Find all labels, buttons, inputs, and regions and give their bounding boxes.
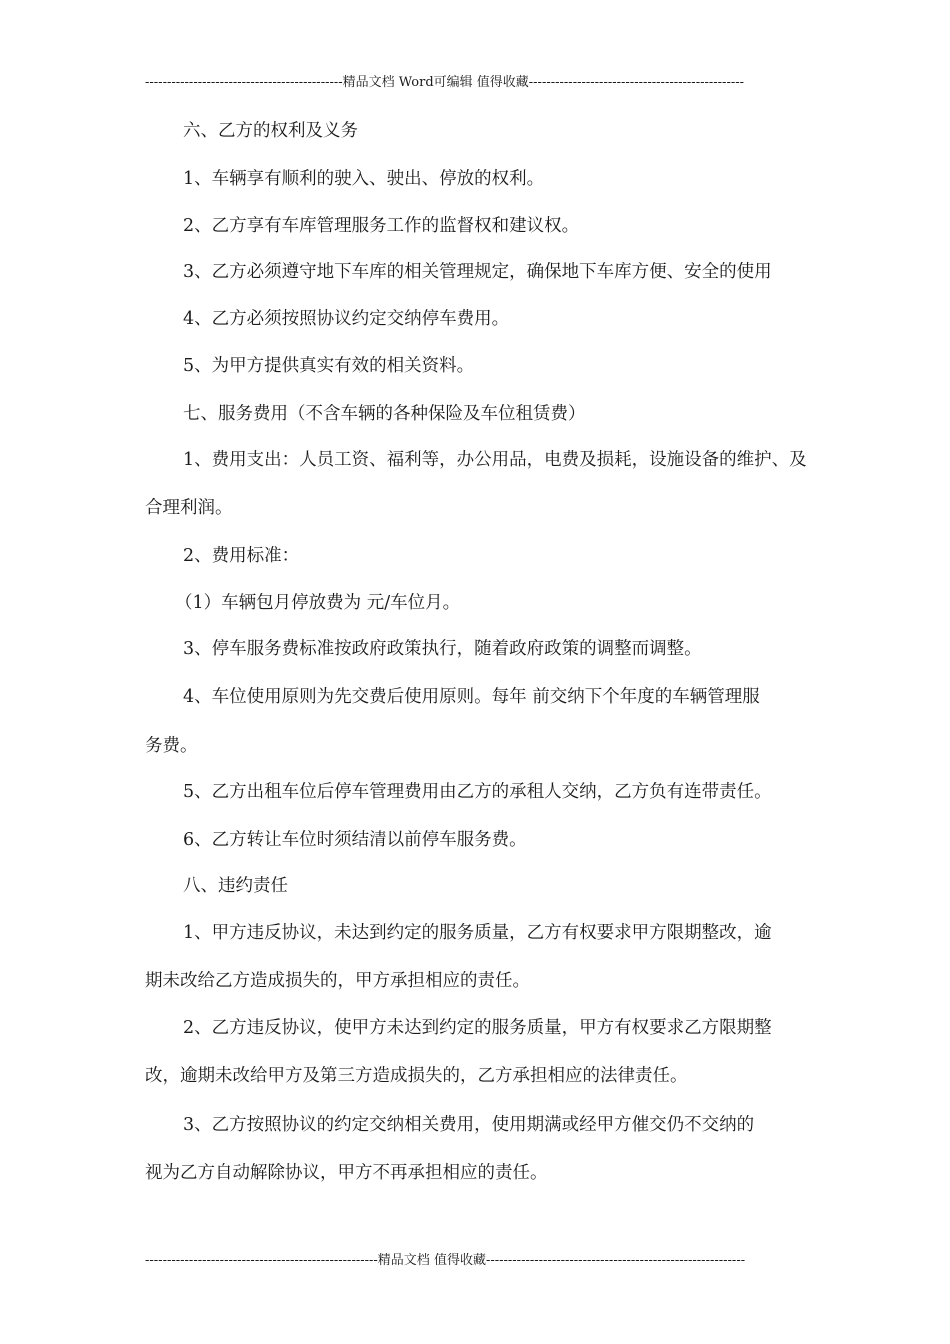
paragraph-line: （1）车辆包月停放费为 元/车位月。 [175, 593, 461, 613]
paragraph-line: 2、乙方违反协议，使甲方未达到约定的服务质量，甲方有权要求乙方限期整 [183, 1018, 772, 1038]
paragraph-line: 5、为甲方提供真实有效的相关资料。 [183, 356, 475, 376]
section-heading-8: 八、违约责任 [183, 876, 288, 896]
section-heading-6: 六、乙方的权利及义务 [183, 121, 358, 141]
paragraph-line: 改，逾期未改给甲方及第三方造成损失的，乙方承担相应的法律责任。 [145, 1066, 688, 1086]
paragraph-line: 6、乙方转让车位时须结清以前停车服务费。 [183, 830, 527, 850]
paragraph-line: 3、停车服务费标准按政府政策执行，随着政府政策的调整而调整。 [183, 639, 702, 659]
paragraph-line: 3、乙方按照协议的约定交纳相关费用，使用期满或经甲方催交仍不交纳的 [183, 1115, 755, 1135]
section-heading-7: 七、服务费用（不含车辆的各种保险及车位租赁费） [183, 404, 586, 424]
paragraph-line: 4、乙方必须按照协议约定交纳停车费用。 [183, 309, 510, 329]
paragraph-line: 4、车位使用原则为先交费后使用原则。每年 前交纳下个年度的车辆管理服 [183, 687, 760, 707]
page-header: ---------------------------------------------精品文档 Word可编辑 值得收藏------------------------------------------------- [145, 75, 745, 90]
paragraph-line: 3、乙方必须遵守地下车库的相关管理规定，确保地下车库方便、安全的使用 [183, 262, 772, 282]
paragraph-line: 视为乙方自动解除协议，甲方不再承担相应的责任。 [145, 1163, 548, 1183]
paragraph-line: 2、乙方享有车库管理服务工作的监督权和建议权。 [183, 216, 580, 236]
paragraph-line: 务费。 [145, 736, 198, 756]
paragraph-line: 1、费用支出：人员工资、福利等，办公用品，电费及损耗，设施设备的维护、及 [183, 450, 807, 470]
paragraph-line: 期未改给乙方造成损失的，甲方承担相应的责任。 [145, 971, 530, 991]
paragraph-line: 1、车辆享有顺利的驶入、驶出、停放的权利。 [183, 169, 545, 189]
paragraph-line: 2、费用标准： [183, 546, 300, 566]
paragraph-line: 5、乙方出租车位后停车管理费用由乙方的承租人交纳，乙方负有连带责任。 [183, 782, 772, 802]
paragraph-line: 合理利润。 [145, 498, 233, 518]
page-footer: -----------------------------------------------------精品文档 值得收藏----------------------------------------------------------- [145, 1253, 746, 1268]
paragraph-line: 1、甲方违反协议，未达到约定的服务质量，乙方有权要求甲方限期整改，逾 [183, 923, 772, 943]
